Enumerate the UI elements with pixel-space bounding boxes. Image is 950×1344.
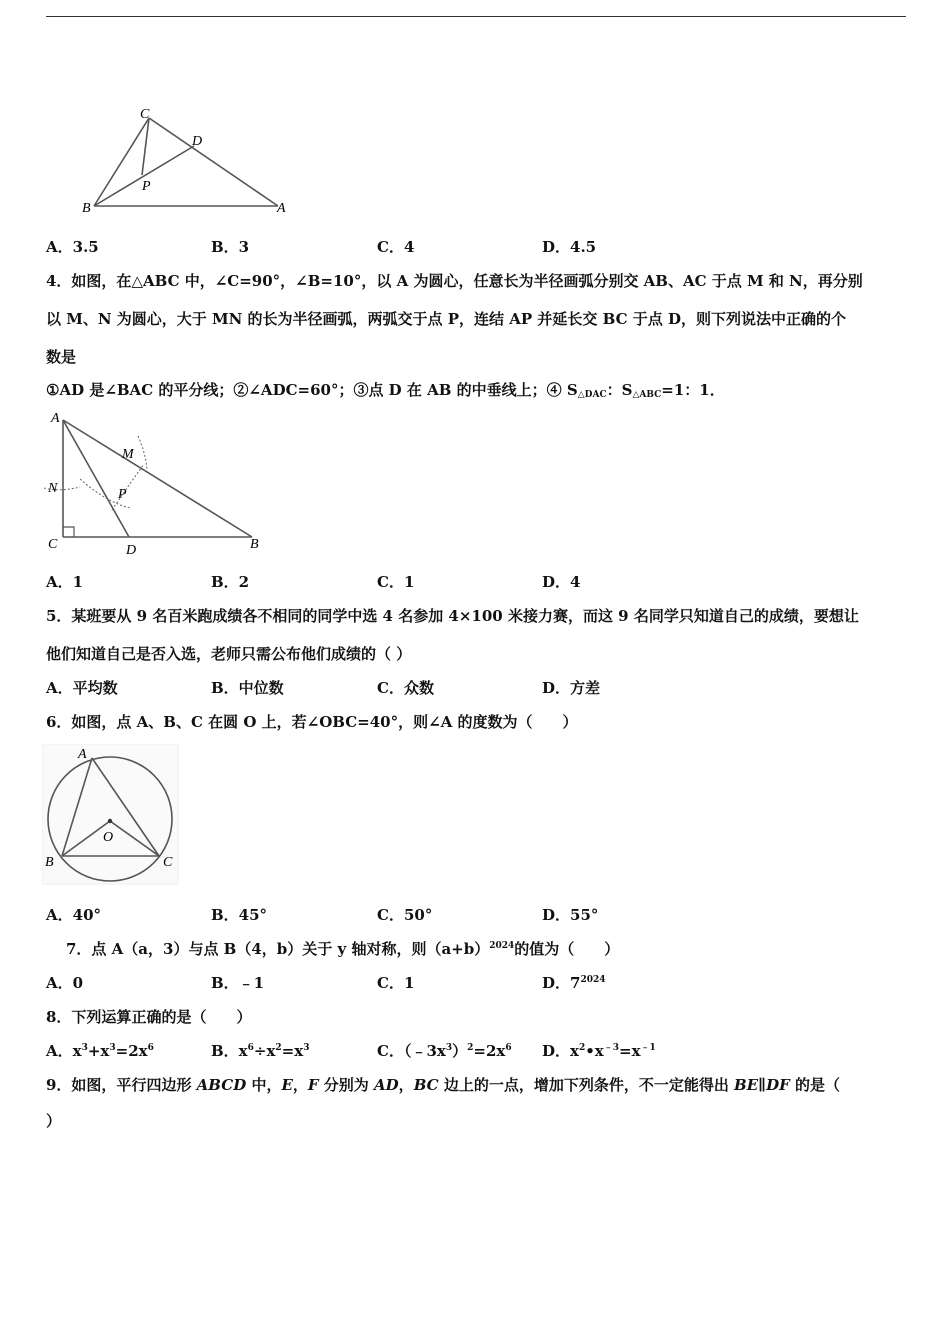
- q7-option-c[interactable]: C．1: [377, 974, 415, 992]
- q7-option-b[interactable]: B．﹣1: [211, 974, 265, 992]
- q6-option-c[interactable]: C．50°: [377, 906, 433, 924]
- q8-option-c[interactable]: C．$(﹣3x^3)^2=2x^6$: [377, 1042, 512, 1060]
- q4-colon: ：S: [606, 381, 633, 399]
- label-D: D: [126, 543, 137, 558]
- q4-option-c[interactable]: C．1: [377, 573, 415, 591]
- label-M: M: [122, 447, 134, 462]
- q8-option-a[interactable]: A．$x^3+x^3=2x^6$: [46, 1042, 154, 1060]
- q7-option-d[interactable]: [542, 972, 606, 993]
- q7-exponent: 2024: [489, 941, 515, 951]
- label-C: C: [48, 537, 58, 552]
- q8-option-d[interactable]: D．$x^2•x^{﹣3}=x^{﹣1}$: [542, 1042, 656, 1060]
- q7-stem-tail: 的值为（ ）: [514, 940, 620, 958]
- q6-option-b[interactable]: B．45°: [211, 906, 268, 924]
- q5-option-b[interactable]: B．中位数: [211, 679, 284, 697]
- q4-option-a[interactable]: A．1: [46, 573, 84, 591]
- label-B: B: [250, 537, 259, 552]
- label-P: P: [118, 487, 127, 502]
- top-rule: [46, 16, 906, 17]
- label-A: A: [277, 201, 286, 216]
- q3-option-a[interactable]: A．3.5: [46, 238, 99, 256]
- figure-circle-q6: [42, 744, 180, 886]
- q9-line-2: ）: [46, 1112, 62, 1130]
- q5-option-a[interactable]: A．平均数: [46, 679, 118, 697]
- q4-line-2: 以 M、N 为圆心，大于 MN 的长为半径画弧，两弧交于点 P，连结 AP 并延长交 BC 于点 D，则下列说法中正确的个: [46, 310, 846, 328]
- q4-option-d[interactable]: D．4: [542, 573, 581, 591]
- q5-option-c[interactable]: C．众数: [377, 679, 434, 697]
- q3-option-d[interactable]: D．4.5: [542, 238, 597, 256]
- q4-statements: [46, 379, 725, 400]
- q4-option-b[interactable]: B．2: [211, 573, 250, 591]
- q7-stem-main: 7．点 A（a，3）与点 B（4，b）关于 y 轴对称，则（a+b）: [66, 940, 490, 958]
- q9-line-1: 9．如图，平行四边形 ABCD 中，E，F 分别为 AD，BC 边上的一点，增加下列条件，不一定能得出 BE∥DF 的是（: [46, 1076, 840, 1094]
- q5-line-1: 5．某班要从 9 名百米跑成绩各不相同的同学中选 4 名参加 4×100 米接力赛，而这 9 名同学只知道自己的成绩，要想让: [46, 607, 859, 625]
- q4-sub-dac: △DAC: [577, 390, 607, 400]
- q7-stem: [66, 938, 619, 959]
- label-B: B: [82, 201, 91, 216]
- figure-triangle-q3: [80, 100, 290, 218]
- q4-ratio: =1：1．: [661, 381, 725, 399]
- label-C: C: [163, 855, 173, 870]
- label-A: A: [78, 747, 87, 762]
- q4-line-1: 4．如图，在△ABC 中，∠C=90°，∠B=10°，以 A 为圆心，任意长为半径画弧分别交 AB、AC 于点 M 和 N，再分别: [46, 272, 863, 290]
- q3-option-b[interactable]: B．3: [211, 238, 250, 256]
- q7-option-d-exp: 2024: [580, 975, 606, 985]
- q9-be-parallel-df: BE∥DF: [734, 1076, 790, 1094]
- q9-abcd: ABCD: [196, 1076, 247, 1094]
- label-D: D: [192, 134, 203, 149]
- q4-sub-abc: △ABC: [632, 390, 662, 400]
- q4-statements-main: ①AD 是∠BAC 的平分线；②∠ADC=60°；③点 D 在 AB 的中垂线上；④ S: [46, 381, 578, 399]
- q6-option-d[interactable]: D．55°: [542, 906, 599, 924]
- q6-line-1: 6．如图，点 A、B、C 在圆 O 上，若∠OBC=40°，则∠A 的度数为（ ）: [46, 713, 578, 731]
- q6-option-a[interactable]: A．40°: [46, 906, 102, 924]
- label-A: A: [51, 411, 60, 426]
- label-P: P: [142, 179, 151, 194]
- q8-option-b[interactable]: B．$x^6\div x^2=x^3$: [211, 1042, 310, 1060]
- q8-stem: 8．下列运算正确的是（ ）: [46, 1008, 252, 1026]
- q3-option-c[interactable]: C．4: [377, 238, 415, 256]
- label-O: O: [103, 830, 114, 845]
- q5-line-2: 他们知道自己是否入选，老师只需公布他们成绩的（ ）: [46, 645, 412, 663]
- label-N: N: [48, 481, 58, 496]
- label-C: C: [140, 107, 150, 122]
- q4-line-3: 数是: [46, 348, 77, 366]
- q7-option-a[interactable]: A．0: [46, 974, 84, 992]
- q5-option-d[interactable]: D．方差: [542, 679, 601, 697]
- figure-angle-bisector-q4: [40, 406, 270, 558]
- q7-option-d-base: D．7: [542, 974, 581, 992]
- label-B: B: [45, 855, 54, 870]
